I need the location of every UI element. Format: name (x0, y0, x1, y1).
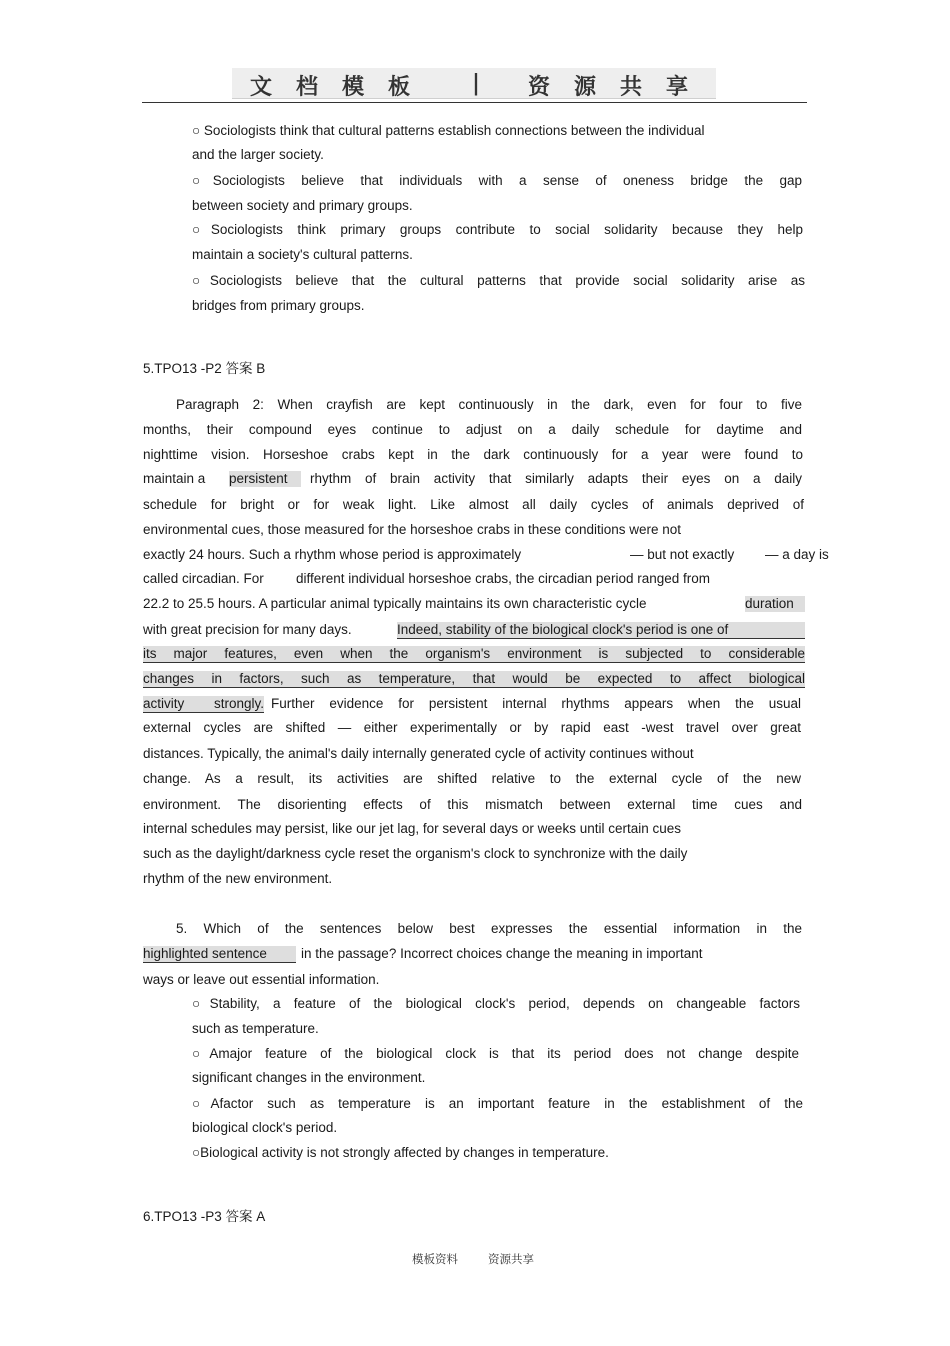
paragraph-line-9a: 22.2 to 25.5 hours. A particular animal typically maintains its own characteristic cycle (143, 596, 647, 611)
q6-heading: 6.TPO13 -P3 答案 A (143, 1209, 266, 1224)
highlighted-sentence-part-3[interactable]: changes in factors, such as temperature, that would be expected to affect biological (143, 671, 805, 686)
footer-left-text: 模板资料 (412, 1252, 458, 1266)
q5-option-2-line2: significant changes in the environment. (192, 1070, 426, 1085)
highlighted-sentence-part-4[interactable]: activity strongly. (143, 696, 264, 711)
highlighted-sentence-label[interactable]: highlighted sentence (143, 946, 296, 963)
paragraph-line-8b: different individual horseshoe crabs, the circadian period ranged from (296, 571, 710, 586)
paragraph-line-19: such as the daylight/darkness cycle reset the organism's clock to synchronize with the daily (143, 846, 688, 861)
q5-option-4-line1[interactable]: ○Biological activity is not strongly affected by changes in temperature. (192, 1145, 609, 1160)
paragraph-line-20: rhythm of the new environment. (143, 871, 333, 886)
paragraph-line-13b: Further evidence for persistent internal rhythms appears when the usual (271, 696, 801, 711)
q5-option-3-line2: biological clock's period. (192, 1120, 338, 1135)
paragraph-line-3: nighttime vision. Horseshoe crabs kept in the dark continuously for a year were found to (143, 447, 803, 462)
q4-option-4-line1[interactable]: ○Sociologists believe that the cultural patterns that provide social solidarity arise as (192, 273, 805, 288)
paragraph-line-14: external cycles are shifted — either experimentally or by rapid east -west travel over great (143, 720, 801, 735)
paragraph-line-5: schedule for bright or for weak light. Like almost all daily cycles of animals deprived of (143, 497, 804, 512)
paragraph-line-18: internal schedules may persist, like our jet lag, for several days or weeks until certain cues (143, 821, 681, 836)
paragraph-line-7a: exactly 24 hours. Such a rhythm whose period is approximately (143, 547, 522, 562)
q5-option-3-line1[interactable]: ○Afactor such as temperature is an important feature in the establishment of the (192, 1096, 803, 1111)
question-line-2b: in the passage? Incorrect choices change the meaning in important (301, 946, 703, 961)
header-right-text: 资源共享 (528, 74, 713, 100)
highlighted-word-duration[interactable]: duration (745, 596, 805, 612)
q4-option-2-line1[interactable]: ○Sociologists believe that individuals with a sense of oneness bridge the gap (192, 173, 802, 188)
paragraph-line-7c: — a day is (765, 547, 829, 562)
q4-option-1-line2: and the larger society. (192, 147, 324, 162)
header-left-text: 文档模板 (250, 74, 435, 100)
q4-option-1-line1[interactable]: ○ Sociologists think that cultural patterns establish connections between the individual (192, 123, 705, 138)
q4-option-4-line2: bridges from primary groups. (192, 298, 365, 313)
paragraph-line-4a: maintain a (143, 471, 206, 486)
paragraph-line-15: distances. Typically, the animal's daily internally generated cycle of activity continues without (143, 746, 694, 761)
q4-option-2-line2: between society and primary groups. (192, 198, 413, 213)
paragraph-line-4b: rhythm of brain activity that similarly adapts their eyes on a daily (310, 471, 802, 486)
question-line-3: ways or leave out essential information. (143, 972, 380, 987)
paragraph-line-2: months, their compound eyes continue to adjust on a daily schedule for daytime and (143, 422, 802, 437)
q5-heading: 5.TPO13 -P2 答案 B (143, 361, 266, 376)
highlighted-sentence-part-2[interactable]: its major features, even when the organism's environment is subjected to considerable (143, 646, 805, 661)
paragraph-line-16: change. As a result, its activities are shifted relative to the external cycle of the new (143, 771, 801, 786)
q5-option-1-line1[interactable]: ○Stability, a feature of the biological clock's period, depends on changeable factors (192, 996, 800, 1011)
q4-option-3-line2: maintain a society's cultural patterns. (192, 247, 413, 262)
header-separator: | (472, 70, 481, 96)
header-rule (142, 102, 807, 103)
highlighted-word-persistent[interactable]: persistent (229, 471, 301, 487)
q5-option-1-line2: such as temperature. (192, 1021, 319, 1036)
paragraph-line-10a: with great precision for many days. (143, 622, 352, 637)
paragraph-line-6: environmental cues, those measured for the horseshoe crabs in these conditions were not (143, 522, 682, 537)
paragraph-line-17: environment. The disorienting effects of this mismatch between external time cues and (143, 797, 802, 812)
q5-option-2-line1[interactable]: ○Amajor feature of the biological clock is that its period does not change despite (192, 1046, 799, 1061)
question-line-1: 5. Which of the sentences below best expresses the essential information in the (176, 921, 802, 936)
q4-option-3-line1[interactable]: ○Sociologists think primary groups contribute to social solidarity because they help (192, 222, 803, 237)
footer-right-text: 资源共享 (488, 1252, 534, 1266)
paragraph-line-7b: — but not exactly (630, 547, 735, 562)
highlighted-sentence-part-1[interactable]: Indeed, stability of the biological clock's period is one of (397, 622, 805, 639)
paragraph-line-1: Paragraph 2: When crayfish are kept continuously in the dark, even for four to five (176, 397, 802, 412)
document-header-banner (232, 68, 716, 99)
paragraph-line-8a: called circadian. For (143, 571, 264, 586)
